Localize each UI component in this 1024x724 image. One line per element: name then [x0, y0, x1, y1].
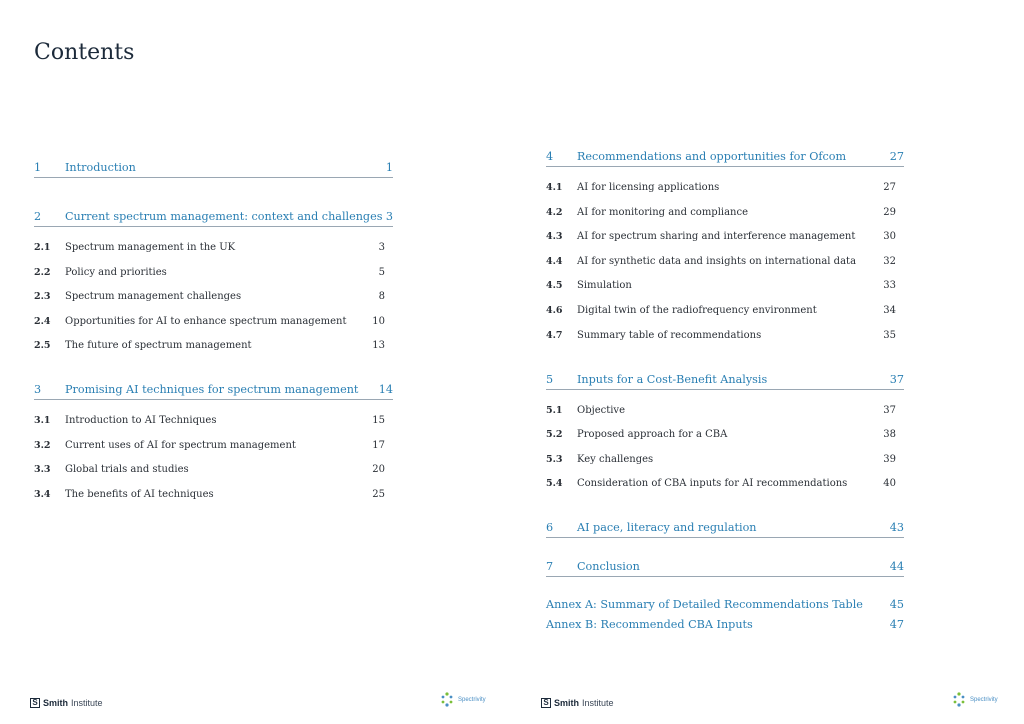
subsection-title: Simulation	[577, 280, 632, 292]
subsection-page: 13	[372, 340, 385, 351]
toc-subsection-entry[interactable]	[34, 340, 385, 351]
spectrivity-logo-right	[950, 690, 998, 710]
subsection-title: AI for monitoring and compliance	[577, 206, 749, 218]
subsection-page: 20	[372, 464, 385, 475]
toc-subsection-entry[interactable]	[34, 267, 385, 278]
toc-section-entry[interactable]	[546, 521, 904, 538]
subsection-number: 4.6	[546, 305, 563, 316]
smith-institute-mark-icon: S	[30, 698, 40, 708]
subsection-title: Objective	[577, 404, 626, 416]
subsection-number: 5.4	[546, 478, 563, 490]
subsection-title: Opportunities for AI to enhance spectrum management	[65, 315, 347, 327]
section-page: 1	[385, 161, 393, 174]
subsection-page: 5	[378, 266, 385, 278]
subsection-page: 10	[372, 315, 385, 327]
toc-subsection-entry[interactable]	[546, 305, 896, 316]
section-number: 7	[546, 559, 554, 573]
section-title: AI pace, literacy and regulation	[577, 521, 757, 535]
subsection-page: 33	[883, 280, 896, 292]
section-title: Introduction	[65, 161, 136, 174]
subsection-page: 30	[883, 231, 896, 243]
annex-title: Annex B: Recommended CBA Inputs	[546, 617, 753, 631]
toc-section-entry[interactable]	[546, 150, 904, 167]
smith-institute-suffix: Institute	[71, 698, 103, 708]
toc-subsection-entry[interactable]	[34, 464, 385, 475]
toc-subsection-entry[interactable]	[34, 440, 385, 451]
subsection-page: 29	[883, 206, 896, 218]
subsection-number: 3.1	[34, 415, 51, 426]
section-title: Current spectrum management: context and challenges	[65, 210, 383, 223]
section-page: 44	[889, 559, 904, 573]
subsection-number: 4.1	[546, 182, 563, 193]
subsection-page: 25	[372, 488, 385, 500]
subsection-title: The benefits of AI techniques	[65, 488, 214, 500]
subsection-number: 4.4	[546, 255, 563, 267]
subsection-page: 37	[883, 404, 896, 416]
annex-title: Annex A: Summary of Detailed Recommendations Table	[546, 598, 863, 612]
toc-subsection-entry[interactable]	[546, 182, 896, 193]
subsection-number: 2.4	[34, 315, 51, 327]
section-title: Conclusion	[577, 559, 640, 573]
subsection-number: 5.1	[546, 404, 563, 416]
toc-subsection-entry[interactable]	[34, 316, 385, 327]
section-number: 4	[546, 150, 554, 163]
subsection-title: AI for spectrum sharing and interference management	[577, 231, 856, 243]
toc-annex-entry[interactable]	[546, 618, 904, 631]
toc-subsection-entry[interactable]	[546, 280, 896, 291]
toc-subsection-entry[interactable]	[546, 405, 896, 416]
subsection-title: Proposed approach for a CBA	[577, 429, 728, 441]
subsection-number: 4.5	[546, 280, 563, 292]
section-title: Recommendations and opportunities for Ofcom	[577, 150, 847, 163]
section-page: 27	[889, 150, 904, 163]
section-number: 5	[546, 372, 554, 386]
toc-section-entry[interactable]	[34, 210, 393, 227]
subsection-number: 5.2	[546, 429, 563, 441]
subsection-number: 2.5	[34, 340, 51, 351]
spectrivity-name: Spectrivity	[458, 697, 486, 703]
subsection-title: Summary table of recommendations	[577, 329, 762, 341]
section-title: Promising AI techniques for spectrum management	[65, 383, 359, 396]
toc-subsection-entry[interactable]	[546, 207, 896, 218]
spectrivity-swirl-icon	[438, 690, 456, 710]
spectrivity-swirl-icon	[950, 690, 968, 710]
toc-subsection-entry[interactable]	[546, 256, 896, 267]
smith-institute-name: Smith	[554, 698, 580, 708]
toc-subsection-entry[interactable]	[34, 415, 385, 426]
subsection-page: 40	[883, 478, 896, 490]
section-page: 14	[378, 383, 393, 396]
subsection-page: 32	[883, 255, 896, 267]
section-page: 3	[385, 210, 393, 223]
toc-section-entry[interactable]	[546, 373, 904, 390]
smith-institute-logo-left	[30, 698, 103, 708]
section-number: 2	[34, 210, 42, 223]
subsection-number: 2.2	[34, 266, 51, 278]
smith-institute-name: Smith	[43, 698, 69, 708]
subsection-number: 5.3	[546, 453, 563, 465]
annex-page: 45	[889, 598, 904, 612]
subsection-page: 3	[378, 242, 385, 253]
smith-institute-logo-right	[541, 698, 614, 708]
subsection-title: Global trials and studies	[65, 464, 189, 475]
subsection-title: Introduction to AI Techniques	[65, 415, 217, 426]
subsection-page: 17	[372, 439, 385, 451]
subsection-title: The future of spectrum management	[65, 340, 252, 351]
toc-subsection-entry[interactable]	[546, 429, 896, 440]
section-number: 6	[546, 521, 554, 535]
subsection-number: 3.3	[34, 464, 51, 475]
subsection-number: 3.2	[34, 439, 51, 451]
subsection-title: Consideration of CBA inputs for AI recommendations	[577, 478, 848, 490]
toc-section-entry[interactable]	[546, 560, 904, 577]
toc-subsection-entry[interactable]	[546, 478, 896, 489]
toc-section-entry[interactable]	[34, 383, 393, 400]
toc-annex-entry[interactable]	[546, 598, 904, 611]
subsection-number: 3.4	[34, 488, 51, 500]
spectrivity-logo-left	[438, 690, 486, 710]
smith-institute-suffix: Institute	[582, 698, 614, 708]
section-page: 37	[889, 372, 904, 386]
spectrivity-name: Spectrivity	[970, 697, 998, 703]
annex-page: 47	[889, 617, 904, 631]
section-number: 1	[34, 161, 42, 174]
subsection-page: 27	[883, 182, 896, 193]
toc-subsection-entry[interactable]	[34, 291, 385, 302]
subsection-number: 4.3	[546, 231, 563, 243]
subsection-page: 39	[883, 453, 896, 465]
subsection-title: AI for licensing applications	[577, 182, 720, 193]
section-title: Inputs for a Cost-Benefit Analysis	[577, 372, 768, 386]
subsection-title: Spectrum management challenges	[65, 291, 242, 302]
section-number: 3	[34, 383, 42, 396]
subsection-page: 38	[883, 429, 896, 441]
toc-subsection-entry[interactable]	[34, 489, 385, 500]
subsection-number: 2.3	[34, 291, 51, 302]
smith-institute-mark-icon: S	[541, 698, 551, 708]
toc-subsection-entry[interactable]	[34, 242, 385, 253]
subsection-title: Digital twin of the radiofrequency environment	[577, 305, 817, 316]
subsection-page: 35	[883, 329, 896, 341]
toc-subsection-entry[interactable]	[546, 231, 896, 242]
page-title: Contents	[34, 40, 135, 65]
subsection-number: 4.2	[546, 206, 563, 218]
subsection-title: Spectrum management in the UK	[65, 242, 236, 253]
toc-section-entry[interactable]	[34, 161, 393, 178]
subsection-page: 8	[378, 291, 385, 302]
subsection-title: Key challenges	[577, 453, 654, 465]
toc-subsection-entry[interactable]	[546, 330, 896, 341]
section-page: 43	[889, 521, 904, 535]
subsection-number: 4.7	[546, 329, 563, 341]
subsection-number: 2.1	[34, 242, 51, 253]
subsection-title: Current uses of AI for spectrum management	[65, 439, 296, 451]
subsection-title: AI for synthetic data and insights on international data	[577, 255, 857, 267]
subsection-title: Policy and priorities	[65, 266, 167, 278]
subsection-page: 15	[372, 415, 385, 426]
toc-subsection-entry[interactable]	[546, 454, 896, 465]
subsection-page: 34	[883, 305, 896, 316]
